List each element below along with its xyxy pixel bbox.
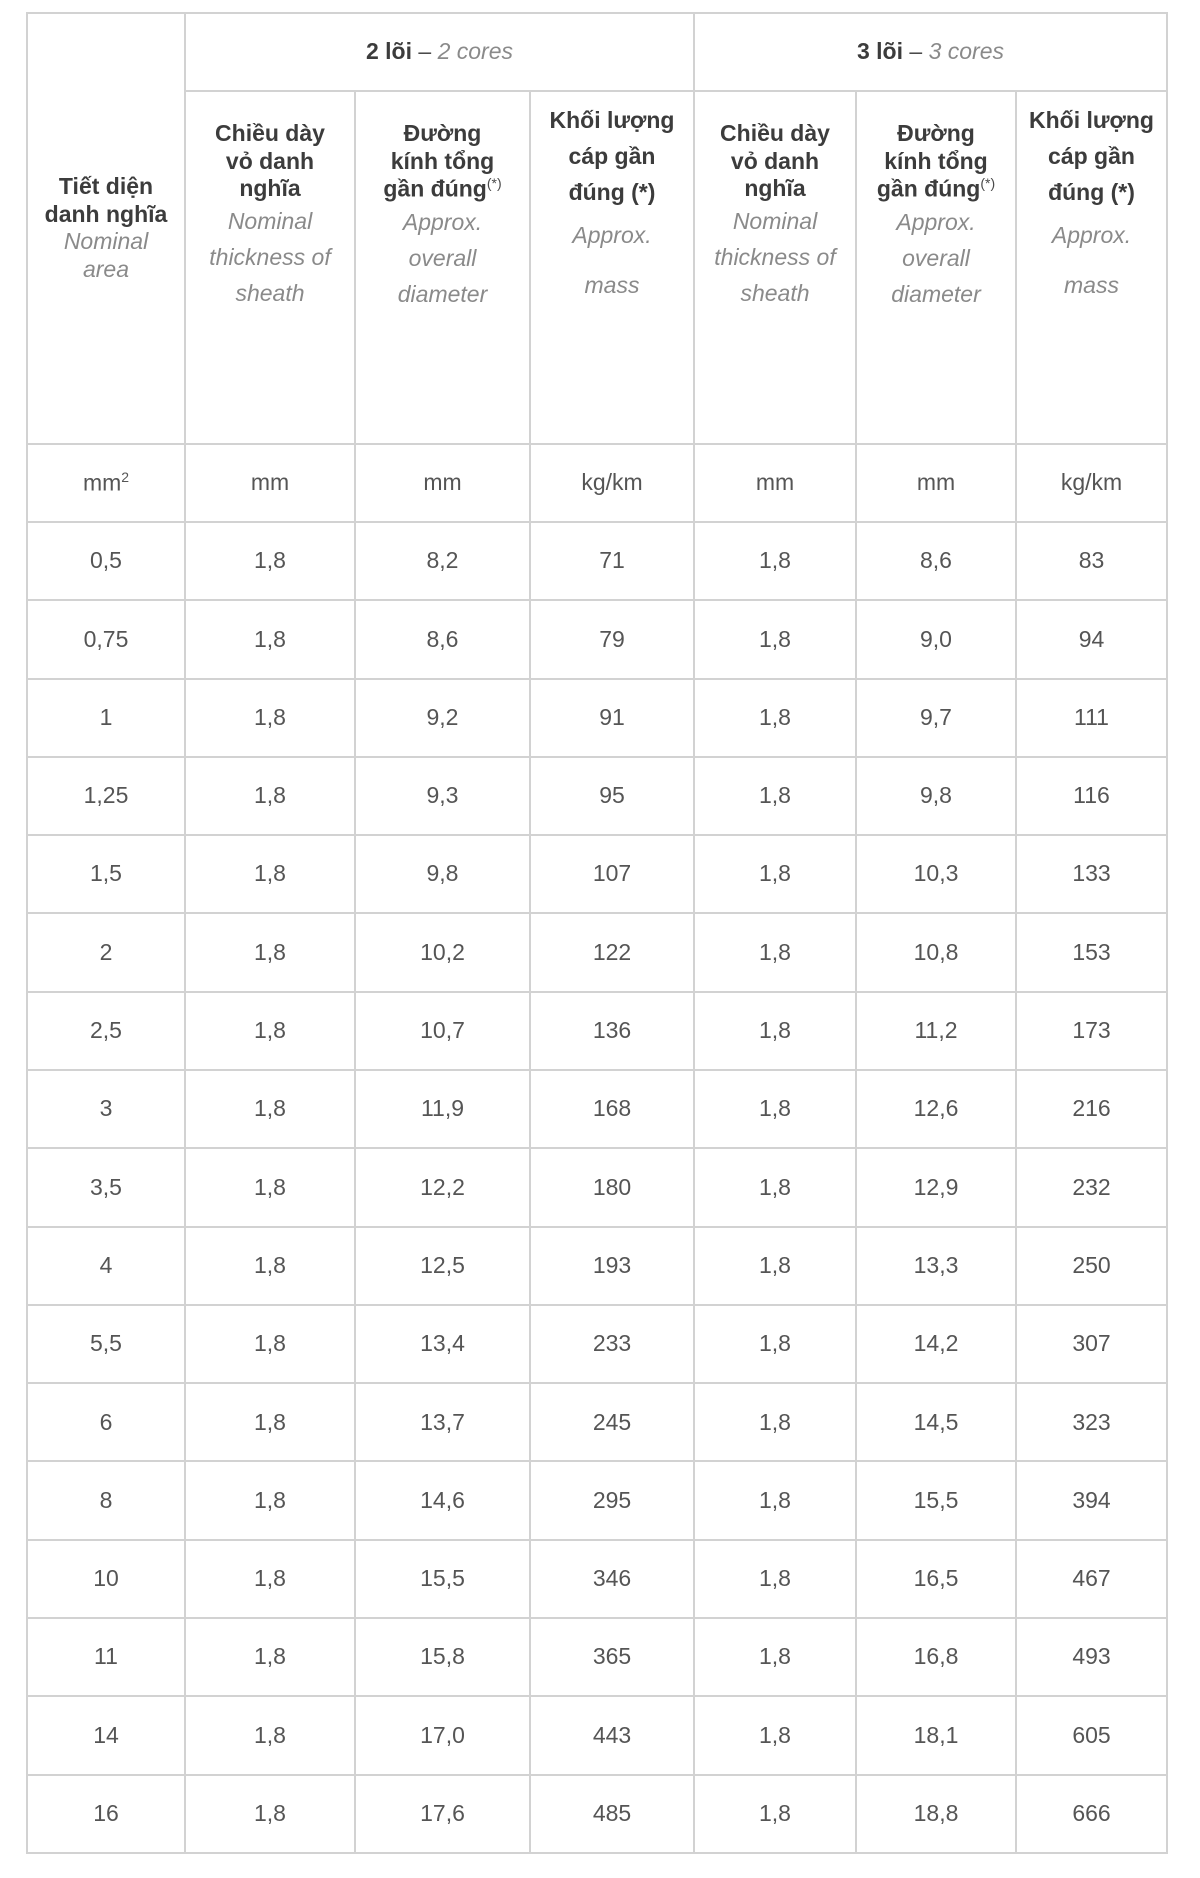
header-diameter-en-line: diameter [891, 280, 981, 307]
header-mass-2-cores [530, 91, 694, 443]
table-cell: 10,3 [856, 835, 1016, 913]
table-cell: 94 [1016, 600, 1167, 678]
table-cell: 1,8 [694, 1227, 856, 1305]
table-body [27, 522, 1167, 1853]
table-cell: 107 [530, 835, 694, 913]
table-cell: 10,7 [355, 992, 530, 1070]
table-cell: 1,8 [694, 1618, 856, 1696]
header-thickness-vi-line: nghĩa [744, 175, 806, 202]
table-cell: 1,8 [185, 1070, 355, 1148]
table-cell: 666 [1016, 1775, 1167, 1853]
table-cell: 10,8 [856, 913, 1016, 991]
header-thickness-en-line: sheath [235, 280, 305, 307]
table-cell: 1,8 [185, 992, 355, 1070]
table-cell: 9,0 [856, 600, 1016, 678]
table-cell: 95 [530, 757, 694, 835]
table-cell: 15,5 [856, 1461, 1016, 1539]
table-cell: 216 [1016, 1070, 1167, 1148]
table-cell: 12,5 [355, 1227, 530, 1305]
header-thickness-vi-line: Chiều dày [720, 120, 830, 147]
table-cell: 4 [27, 1227, 185, 1305]
table-cell: 14 [27, 1696, 185, 1774]
header-mass-en-line: Approx. [1051, 222, 1132, 249]
table-cell: 111 [1016, 679, 1167, 757]
header-area-en-1: Nominal [63, 228, 149, 255]
table-cell: 1,8 [185, 1775, 355, 1853]
header-group-2-cores [185, 13, 694, 91]
table-cell: 1,8 [694, 992, 856, 1070]
table-cell: 1,8 [694, 1540, 856, 1618]
table-cell: 116 [1016, 757, 1167, 835]
table-cell: 83 [1016, 522, 1167, 600]
header-group-3-cores [694, 13, 1167, 91]
group-2-vi: 2 lõi [365, 38, 412, 65]
table-cell: 1,8 [694, 1070, 856, 1148]
header-thickness-en-line: thickness of [714, 244, 836, 271]
table-cell: 8,6 [856, 522, 1016, 600]
table-cell: 323 [1016, 1383, 1167, 1461]
table-cell: 2,5 [27, 992, 185, 1070]
table-cell: 71 [530, 522, 694, 600]
table-cell: 365 [530, 1618, 694, 1696]
group-3-vi: 3 lõi [856, 38, 903, 65]
header-area-vi-2: danh nghĩa [44, 200, 168, 227]
header-diameter-en-line: overall [408, 244, 477, 271]
table-cell: 1,8 [694, 1775, 856, 1853]
table-cell: 1,8 [694, 679, 856, 757]
table-cell: 18,8 [856, 1775, 1016, 1853]
unit-area [27, 444, 185, 522]
unit-cell: mm [694, 444, 856, 522]
header-diameter-en-line: overall [902, 244, 970, 271]
header-diameter-3-cores [856, 91, 1016, 443]
table-cell: 136 [530, 992, 694, 1070]
table-cell: 1,8 [694, 757, 856, 835]
table-cell: 79 [530, 600, 694, 678]
table-cell: 3 [27, 1070, 185, 1148]
table-row [27, 1383, 1167, 1461]
table-cell: 346 [530, 1540, 694, 1618]
header-area-vi-1: Tiết diện [58, 173, 154, 200]
unit-cell: kg/km [1016, 444, 1167, 522]
table-row [27, 522, 1167, 600]
table-cell: 11,9 [355, 1070, 530, 1148]
table-cell: 1,8 [185, 679, 355, 757]
table-row [27, 992, 1167, 1070]
table-cell: 16 [27, 1775, 185, 1853]
header-diameter-en-line: Approx. [896, 208, 976, 235]
table-cell: 17,0 [355, 1696, 530, 1774]
header-diameter-en-line: diameter [397, 280, 488, 307]
table-cell: 1,8 [185, 1305, 355, 1383]
header-mass-en-line: Approx. [572, 222, 652, 249]
table-cell: 9,3 [355, 757, 530, 835]
table-cell: 0,5 [27, 522, 185, 600]
table-row [27, 1696, 1167, 1774]
table-cell: 1 [27, 679, 185, 757]
table-cell: 1,8 [185, 1383, 355, 1461]
table-cell: 467 [1016, 1540, 1167, 1618]
table-cell: 1,5 [27, 835, 185, 913]
table-cell: 250 [1016, 1227, 1167, 1305]
table-cell: 1,8 [694, 1461, 856, 1539]
table-row [27, 1070, 1167, 1148]
table-cell: 485 [530, 1775, 694, 1853]
header-mass-vi-line: đúng (*) [1048, 179, 1135, 206]
table-cell: 133 [1016, 835, 1167, 913]
table-cell: 193 [530, 1227, 694, 1305]
table-cell: 1,8 [694, 1148, 856, 1226]
unit-area-base: mm [82, 469, 122, 496]
table-cell: 9,8 [355, 835, 530, 913]
unit-cell: mm [856, 444, 1016, 522]
header-diameter-vi-line: gần đúng [876, 176, 981, 203]
header-thickness-en-line: Nominal [732, 208, 818, 235]
table-cell: 1,8 [694, 600, 856, 678]
table-row [27, 1148, 1167, 1226]
header-nominal-area [27, 13, 185, 444]
table-cell: 1,8 [185, 1696, 355, 1774]
table-cell: 6 [27, 1383, 185, 1461]
table-cell: 1,8 [694, 1305, 856, 1383]
table-cell: 168 [530, 1070, 694, 1148]
table-cell: 1,8 [185, 835, 355, 913]
table-cell: 15,8 [355, 1618, 530, 1696]
table-cell: 14,2 [856, 1305, 1016, 1383]
header-thickness-en-line: Nominal [227, 208, 313, 235]
table-cell: 180 [530, 1148, 694, 1226]
header-mass-3-cores [1016, 91, 1167, 443]
table-cell: 11,2 [856, 992, 1016, 1070]
unit-cell: mm [355, 444, 530, 522]
table-cell: 10 [27, 1540, 185, 1618]
table-row [27, 679, 1167, 757]
table-cell: 1,8 [694, 1696, 856, 1774]
header-diameter-sup: (*) [980, 175, 996, 192]
table-cell: 1,8 [185, 1148, 355, 1226]
table-cell: 15,5 [355, 1540, 530, 1618]
units-row [27, 444, 1167, 522]
table-cell: 14,5 [856, 1383, 1016, 1461]
group-3-sep: – [903, 38, 929, 65]
table-cell: 233 [530, 1305, 694, 1383]
header-row-groups [27, 13, 1167, 91]
table-cell: 394 [1016, 1461, 1167, 1539]
header-thickness-vi-line: Chiều dày [215, 120, 325, 147]
header-diameter-vi-line: Đường [403, 120, 482, 147]
table-cell: 3,5 [27, 1148, 185, 1226]
table-cell: 9,2 [355, 679, 530, 757]
header-mass-vi-line: cáp gần [568, 143, 656, 170]
table-cell: 13,7 [355, 1383, 530, 1461]
header-area-en-2: area [82, 255, 130, 282]
table-cell: 1,8 [185, 1540, 355, 1618]
table-cell: 8,2 [355, 522, 530, 600]
header-diameter-2-cores [355, 91, 530, 443]
table-row [27, 757, 1167, 835]
table-cell: 9,8 [856, 757, 1016, 835]
cable-spec-table [26, 12, 1168, 1854]
table-cell: 17,6 [355, 1775, 530, 1853]
table-cell: 12,6 [856, 1070, 1016, 1148]
header-thickness-vi-line: vỏ danh [225, 147, 315, 174]
table-row [27, 600, 1167, 678]
header-mass-en-line: mass [1064, 272, 1119, 299]
table-cell: 9,7 [856, 679, 1016, 757]
header-thickness-vi-line: vỏ danh [730, 147, 820, 174]
table-row [27, 1618, 1167, 1696]
header-thickness-vi-line: nghĩa [239, 175, 301, 202]
header-diameter-vi-line: gần đúng [383, 176, 487, 203]
table-cell: 295 [530, 1461, 694, 1539]
table-row [27, 835, 1167, 913]
table-cell: 153 [1016, 913, 1167, 991]
header-thickness-en-line: thickness of [209, 244, 331, 271]
table-cell: 1,8 [185, 1618, 355, 1696]
table-cell: 122 [530, 913, 694, 991]
table-cell: 14,6 [355, 1461, 530, 1539]
table-cell: 0,75 [27, 600, 185, 678]
table-cell: 1,8 [185, 522, 355, 600]
table-cell: 1,8 [185, 913, 355, 991]
table-cell: 493 [1016, 1618, 1167, 1696]
header-thickness-3-cores [694, 91, 856, 443]
table-cell: 1,8 [694, 913, 856, 991]
table-cell: 1,25 [27, 757, 185, 835]
table-cell: 10,2 [355, 913, 530, 991]
table-cell: 1,8 [694, 522, 856, 600]
header-diameter-vi-line: kính tổng [884, 147, 988, 174]
header-diameter-en-line: Approx. [402, 208, 483, 235]
table-cell: 245 [530, 1383, 694, 1461]
table-row [27, 1461, 1167, 1539]
header-mass-vi-line: Khối lượng [1029, 107, 1154, 134]
group-3-en: 3 cores [928, 38, 1005, 65]
header-mass-vi-line: Khối lượng [549, 107, 675, 134]
table-cell: 12,2 [355, 1148, 530, 1226]
table-cell: 18,1 [856, 1696, 1016, 1774]
header-diameter-vi-line: Đường [897, 120, 975, 147]
header-mass-vi-line: đúng (*) [568, 179, 656, 206]
table-cell: 13,3 [856, 1227, 1016, 1305]
table-cell: 13,4 [355, 1305, 530, 1383]
table-cell: 91 [530, 679, 694, 757]
table-cell: 16,5 [856, 1540, 1016, 1618]
table-cell: 16,8 [856, 1618, 1016, 1696]
table-row [27, 913, 1167, 991]
table-cell: 1,8 [694, 1383, 856, 1461]
header-row-columns [27, 91, 1167, 443]
table-cell: 12,9 [856, 1148, 1016, 1226]
header-diameter-vi-line: kính tổng [390, 147, 495, 174]
header-thickness-2-cores [185, 91, 355, 443]
table-cell: 5,5 [27, 1305, 185, 1383]
table-cell: 8 [27, 1461, 185, 1539]
table-cell: 232 [1016, 1148, 1167, 1226]
unit-area-sup: 2 [121, 468, 130, 485]
table-row [27, 1540, 1167, 1618]
table-cell: 307 [1016, 1305, 1167, 1383]
group-2-en: 2 cores [437, 38, 514, 65]
unit-cell: mm [185, 444, 355, 522]
table-row [27, 1775, 1167, 1853]
table-cell: 173 [1016, 992, 1167, 1070]
table-row [27, 1305, 1167, 1383]
table-cell: 2 [27, 913, 185, 991]
table-cell: 1,8 [185, 757, 355, 835]
table-cell: 8,6 [355, 600, 530, 678]
table-cell: 605 [1016, 1696, 1167, 1774]
header-mass-vi-line: cáp gần [1048, 143, 1135, 170]
table-cell: 1,8 [185, 1461, 355, 1539]
table-cell: 1,8 [185, 1227, 355, 1305]
table-row [27, 1227, 1167, 1305]
group-2-sep: – [412, 38, 438, 65]
header-mass-en-line: mass [584, 272, 640, 299]
table-cell: 1,8 [694, 835, 856, 913]
header-thickness-en-line: sheath [740, 280, 810, 307]
table-cell: 11 [27, 1618, 185, 1696]
table-cell: 443 [530, 1696, 694, 1774]
header-diameter-sup: (*) [486, 175, 502, 192]
unit-cell: kg/km [530, 444, 694, 522]
table-cell: 1,8 [185, 600, 355, 678]
